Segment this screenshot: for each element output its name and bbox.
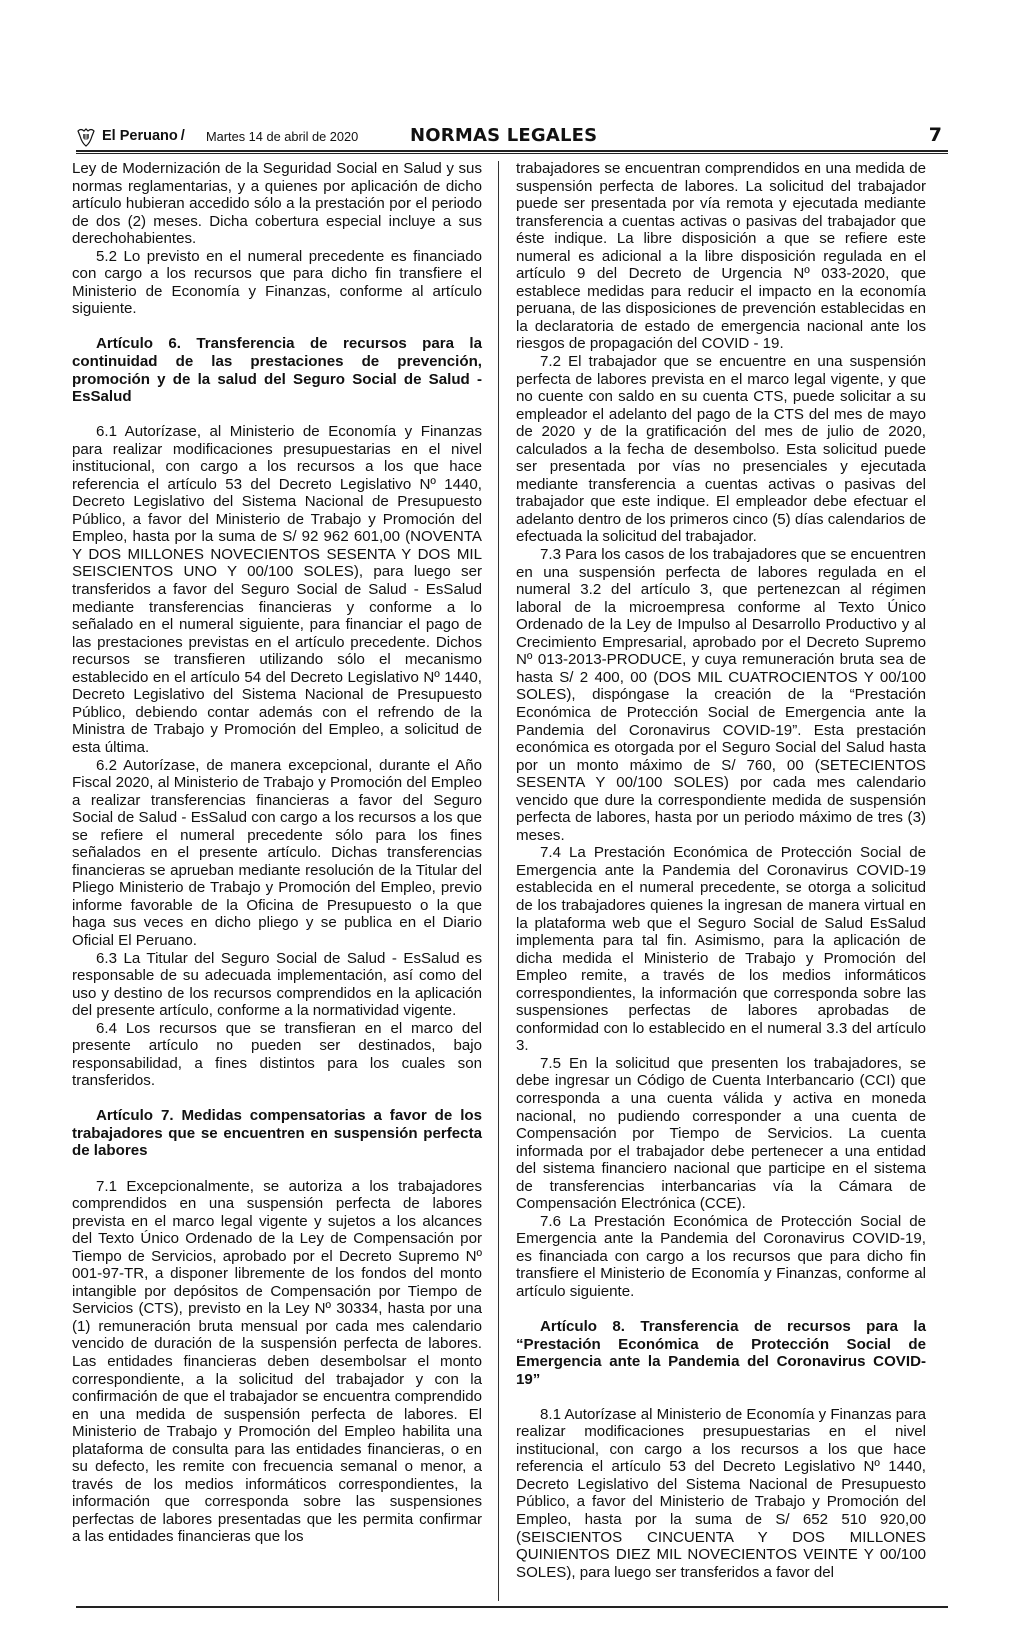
- publication-date: Martes 14 de abril de 2020: [206, 129, 359, 144]
- page-header: [76, 124, 946, 149]
- article-7-heading: Artículo 7. Medidas compensatorias a favor de los trabajadores que se encuentren en suspensión perfecta de labores: [72, 1107, 482, 1160]
- paragraph: 6.1 Autorízase, al Ministerio de Economía y Finanzas para realizar modificaciones presupuestarias en el nivel institucional, con cargo a los recursos a los que hace referencia el artículo 53 del Decreto Legislativo Nº 1440, Decreto Legislativo del Sistema Nacional de Presupuesto Público, a favor del Ministerio de Trabajo y Promoción del Empleo, hasta por la suma de S/ 92 962 601,00 (NOVENTA Y DOS MILLONES NOVECIENTOS SESENTA Y DOS MIL SEISCIENTOS UNO Y 00/100 SOLES), para luego ser transferidos a favor del Seguro Social de Salud - EsSalud mediante transferencias financieras y conforme a lo señalado en el numeral siguiente, para financiar el pago de las prestaciones previstas en el artículo precedente. Dichos recursos se transfieren utilizando sólo el mecanismo establecido en el artículo 54 del Decreto Legislativo Nº 1440, Decreto Legislativo del Sistema Nacional de Presupuesto Público, debiendo contar además con el refrendo de la Ministra de Trabajo y Promoción del Empleo, a solicitud de esta última.: [72, 423, 482, 756]
- paragraph: 6.4 Los recursos que se transfieran en el marco del presente artículo no pueden ser destinados, bajo responsabilidad, a fines distintos para los cuales son transferidos.: [72, 1019, 482, 1090]
- paragraph: 5.2 Lo previsto en el numeral precedente es financiado con cargo a los recursos que para dicho fin transfiere el Ministerio de Economía y Finanzas, conforme al artículo siguiente.: [72, 247, 482, 318]
- paragraph: 6.2 Autorízase, de manera excepcional, durante el Año Fiscal 2020, al Ministerio de Trabajo y Promoción del Empleo a realizar transferencias financieras a favor del Seguro Social de Salud - EsSalud con cargo a los recursos a los que se refiere el numeral precedente sólo para los fines señalados en el presente artículo. Dichas transferencias financieras se aprueban mediante resolución de la Titular del Pliego Ministerio de Trabajo y Promoción del Empleo, previo informe favorable de la Oficina de Presupuesto o la que haga sus veces en dicho pliego y se publica en el Diario Oficial El Peruano.: [72, 756, 482, 949]
- header-rule: [76, 150, 948, 152]
- publication-name: El Peruano /: [102, 128, 185, 144]
- peru-coat-of-arms-icon: [76, 127, 96, 147]
- paragraph: 7.4 La Prestación Económica de Protección Social de Emergencia ante la Pandemia del Coronavirus COVID-19 establecida en el numeral precedente, se otorga a solicitud de los trabajadores quienes la ingresan de manera virtual en la plataforma web que el Seguro Social de Salud EsSalud implementa para tal fin. Asimismo, para la aplicación de dicha medida el Ministerio de Trabajo y Promoción del Empleo remite, a través de los medios informáticos correspondientes, la información que corresponda sobre las suspensiones perfectas de labores aprobadas de conformidad con lo establecido en el numeral 3.3 del artículo 3.: [516, 844, 926, 1055]
- article-6-heading: Artículo 6. Transferencia de recursos para la continuidad de las prestaciones de prevención, promoción y de la salud del Seguro Social de Salud - EsSalud: [72, 335, 482, 406]
- paragraph: Ley de Modernización de la Seguridad Social en Salud y sus normas reglamentarias, y a quienes por aplicación de dicho artículo hubieran accedido sólo a la prestación por el periodo de dos (2) meses. Dicha cobertura especial incluye a sus derechohabientes.: [72, 160, 482, 248]
- header-rule-thin: [76, 153, 948, 154]
- right-column: [516, 160, 926, 1581]
- paragraph: 7.5 En la solicitud que presenten los trabajadores, se debe ingresar un Código de Cuenta Interbancario (CCI) que corresponda a una cuenta válida y activa en moneda nacional, no pudiendo corresponder a una cuenta de Compensación por Tiempo de Servicios. La cuenta informada por el trabajador debe pertenecer a una entidad del sistema financiero nacional que participe en el sistema de transferencias interbancarias vía la Cámara de Compensación Electrónica (CCE).: [516, 1054, 926, 1213]
- paragraph: 7.1 Excepcionalmente, se autoriza a los trabajadores comprendidos en una suspensión perfecta de labores prevista en el marco legal vigente y sujetos a los alcances del Texto Único Ordenado de la Ley de Compensación por Tiempo de Servicios, aprobado por el Decreto Supremo Nº 001-97-TR, a disponer libremente de los fondos del monto intangible por depósitos de Compensación por Tiempo de Servicios (CTS), previsto en la Ley Nº 30334, hasta por una (1) remuneración bruta mensual por cada mes calendario vencido de duración de la suspensión perfecta de labores. Las entidades financieras deben desembolsar el monto correspondiente, a la solicitud del trabajador y con la confirmación de que el trabajador se encuentra comprendido en una medida de suspensión perfecta de labores. El Ministerio de Trabajo y Promoción del Empleo habilita una plataforma de consulta para las entidades financieras, o en su defecto, les remite con frecuencia semanal o menor, a través de los medios informáticos correspondientes, la información que corresponda sobre las suspensiones perfectas de labores presentadas que les permita confirmar a las entidades financieras que los: [72, 1177, 482, 1546]
- page-number: 7: [928, 124, 942, 146]
- paragraph: 7.6 La Prestación Económica de Protección Social de Emergencia ante la Pandemia del Coronavirus COVID-19, es financiada con cargo a los recursos que para dicho fin transfiere el Ministerio de Economía y Finanzas, conforme al artículo siguiente.: [516, 1212, 926, 1300]
- column-divider: [498, 161, 499, 1601]
- paragraph: 7.2 El trabajador que se encuentre en una suspensión perfecta de labores prevista en el marco legal vigente, y que no cuente con saldo en su cuenta CTS, puede solicitar a su empleador el adelanto del pago de la CTS del mes de mayo de 2020 y de la gratificación del mes de julio de 2020, calculados a la fecha de desembolso. Esta solicitud puede ser presentada por vías no presenciales y ejecutada mediante transferencia a cuentas activas o pasivas del trabajador que este indique. El empleador debe efectuar el adelanto dentro de los primeros cinco (5) días calendarios de efectuada la solicitud del trabajador.: [516, 353, 926, 546]
- left-column: [72, 160, 482, 1546]
- paragraph: trabajadores se encuentran comprendidos en una medida de suspensión perfecta de labores. La solicitud del trabajador puede ser presentada por vía remota y ejecutada mediante transferencia a cuentas activas o pasivas del trabajador que éste indique. La libre disposición a que se refiere este numeral es adicional a la libre disposición regulada en el artículo 9 del Decreto de Urgencia Nº 033-2020, que establece medidas para reducir el impacto en la economía peruana, de las disposiciones de prevención establecidas en la declaratoria de estado de emergencia nacional ante los riesgos de propagación del COVID - 19.: [516, 160, 926, 353]
- section-title: NORMAS LEGALES: [410, 125, 598, 146]
- article-8-heading: Artículo 8. Transferencia de recursos para la “Prestación Económica de Protección Social de Emergencia ante la Pandemia del Coronavirus COVID-19”: [516, 1318, 926, 1388]
- paragraph: 7.3 Para los casos de los trabajadores que se encuentren en una suspensión perfecta de labores regulada en el numeral 3.2 del artículo 3, que pertenezcan al régimen laboral de la microempresa conforme al Texto Único Ordenado de la Ley de Impulso al Desarrollo Productivo y al Crecimiento Empresarial, aprobado por el Decreto Supremo Nº 013-2013-PRODUCE, y cuya remuneración bruta sea de hasta S/ 2 400, 00 (DOS MIL CUATROCIENTOS Y 00/100 SOLES), dispóngase la creación de la “Prestación Económica de Protección Social de Emergencia ante la Pandemia del Coronavirus COVID-19”. Esta prestación económica es otorgada por el Seguro Social del Salud hasta por un monto máximo de S/ 760, 00 (SETECIENTOS SESENTA Y 00/100 SOLES) por cada mes calendario vencido que dure la correspondiente medida de suspensión perfecta de labores, hasta por un periodo máximo de tres (3) meses.: [516, 546, 926, 844]
- footer-rule: [76, 1606, 948, 1608]
- paragraph: 8.1 Autorízase al Ministerio de Economía y Finanzas para realizar modificaciones presupuestarias en el nivel institucional, con cargo a los recursos a los que hace referencia el artículo 53 del Decreto Legislativo Nº 1440, Decreto Legislativo del Sistema Nacional de Presupuesto Público, a favor del Ministerio de Trabajo y Promoción del Empleo, hasta por la suma de S/ 652 510 920,00 (SEISCIENTOS CINCUENTA Y DOS MILLONES QUINIENTOS DIEZ MIL NOVECIENTOS VEINTE Y 00/100 SOLES), para luego ser transferidos a favor del: [516, 1405, 926, 1581]
- paragraph: 6.3 La Titular del Seguro Social de Salud - EsSalud es responsable de su adecuada implementación, así como del uso y destino de los recursos comprendidos en la aplicación del presente artículo, conforme a la normatividad vigente.: [72, 949, 482, 1020]
